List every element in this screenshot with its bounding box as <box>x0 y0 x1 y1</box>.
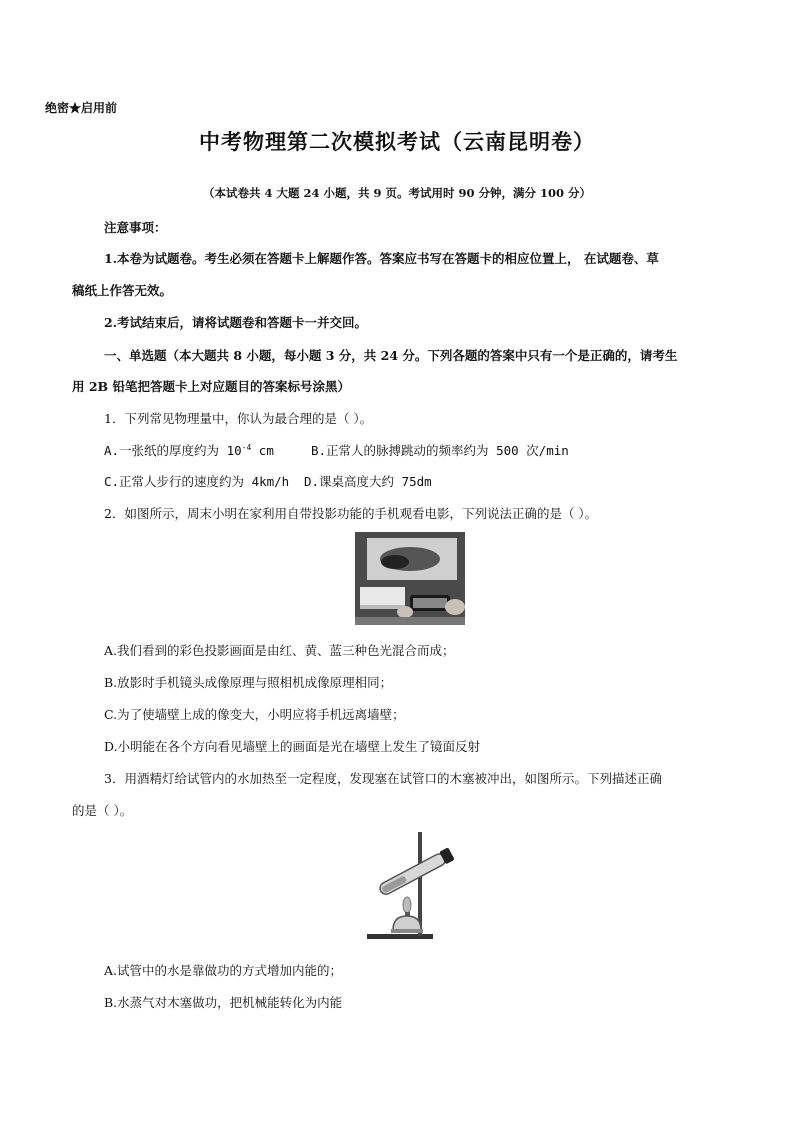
q2-option-a: A.我们看到的彩色投影画面是由红、黄、蓝三种色光混合而成； <box>104 643 455 658</box>
phone-projector-photo <box>355 532 465 625</box>
q1-option-d: D.课桌高度大约 75dm <box>304 474 432 489</box>
secret-label: 绝密★启用前 <box>45 101 118 115</box>
section-1-line-1: 一、单选题（本大题共 8 小题，每小题 3 分，共 24 分。下列各题的答案中只有一个是正确的，请考生 <box>104 348 678 363</box>
q3-stem-line-2: 的是（ ）。 <box>72 803 133 818</box>
exam-meta: （本试卷共 4 大题 24 小题，共 9 页。考试用时 90 分钟，满分 100 分） <box>202 186 592 200</box>
notes-heading: 注意事项： <box>104 220 167 235</box>
q1-option-c: C.正常人步行的速度约为 4km/h <box>104 474 290 489</box>
q2-option-b: B.放影时手机镜头成像原理与照相机成像原理相同； <box>104 675 393 690</box>
section-1-line-2: 用 2B 铅笔把答题卡上对应题目的答案标号涂黑） <box>72 379 350 394</box>
q2-option-c: C.为了使墙壁上成的像变大，小明应将手机远离墙壁； <box>104 707 405 722</box>
test-tube-apparatus-illustration <box>363 830 463 942</box>
q3-option-b: B.水蒸气对木塞做功，把机械能转化为内能 <box>104 995 343 1010</box>
notes-item-2: 2.考试结束后，请将试题卷和答题卡一并交回。 <box>104 315 368 330</box>
exam-title: 中考物理第二次模拟考试（云南昆明卷） <box>199 129 595 154</box>
q3-stem-line-1: 3．用酒精灯给试管内的水加热至一定程度，发现塞在试管口的木塞被冲出，如图所示。下列描述正确 <box>104 771 662 786</box>
q3-option-a: A.试管中的水是靠做功的方式增加内能的； <box>104 963 343 978</box>
q1-option-a: A.一张纸的厚度约为 $10^{-4}$ cm <box>104 442 274 458</box>
q2-option-d: D.小明能在各个方向看见墙壁上的画面是光在墙壁上发生了镜面反射 <box>104 739 481 754</box>
notes-item-1-line-2: 稿纸上作答无效。 <box>72 283 173 298</box>
notes-item-1-line-1: 1.本卷为试题卷。考生必须在答题卡上解题作答。答案应书写在答题卡的相应位置上， 在试题卷、草 <box>104 251 659 266</box>
test-tube-heating-figure <box>363 830 463 942</box>
q2-stem: 2．如图所示，周末小明在家利用自带投影功能的手机观看电影，下列说法正确的是（ ）。 <box>104 506 598 521</box>
phone-projector-illustration <box>355 532 465 625</box>
q1-stem: 1．下列常见物理量中，你认为最合理的是（ ）。 <box>104 411 373 426</box>
q1-option-b: B.正常人的脉搏跳动的频率约为 500 次/min <box>311 443 569 458</box>
